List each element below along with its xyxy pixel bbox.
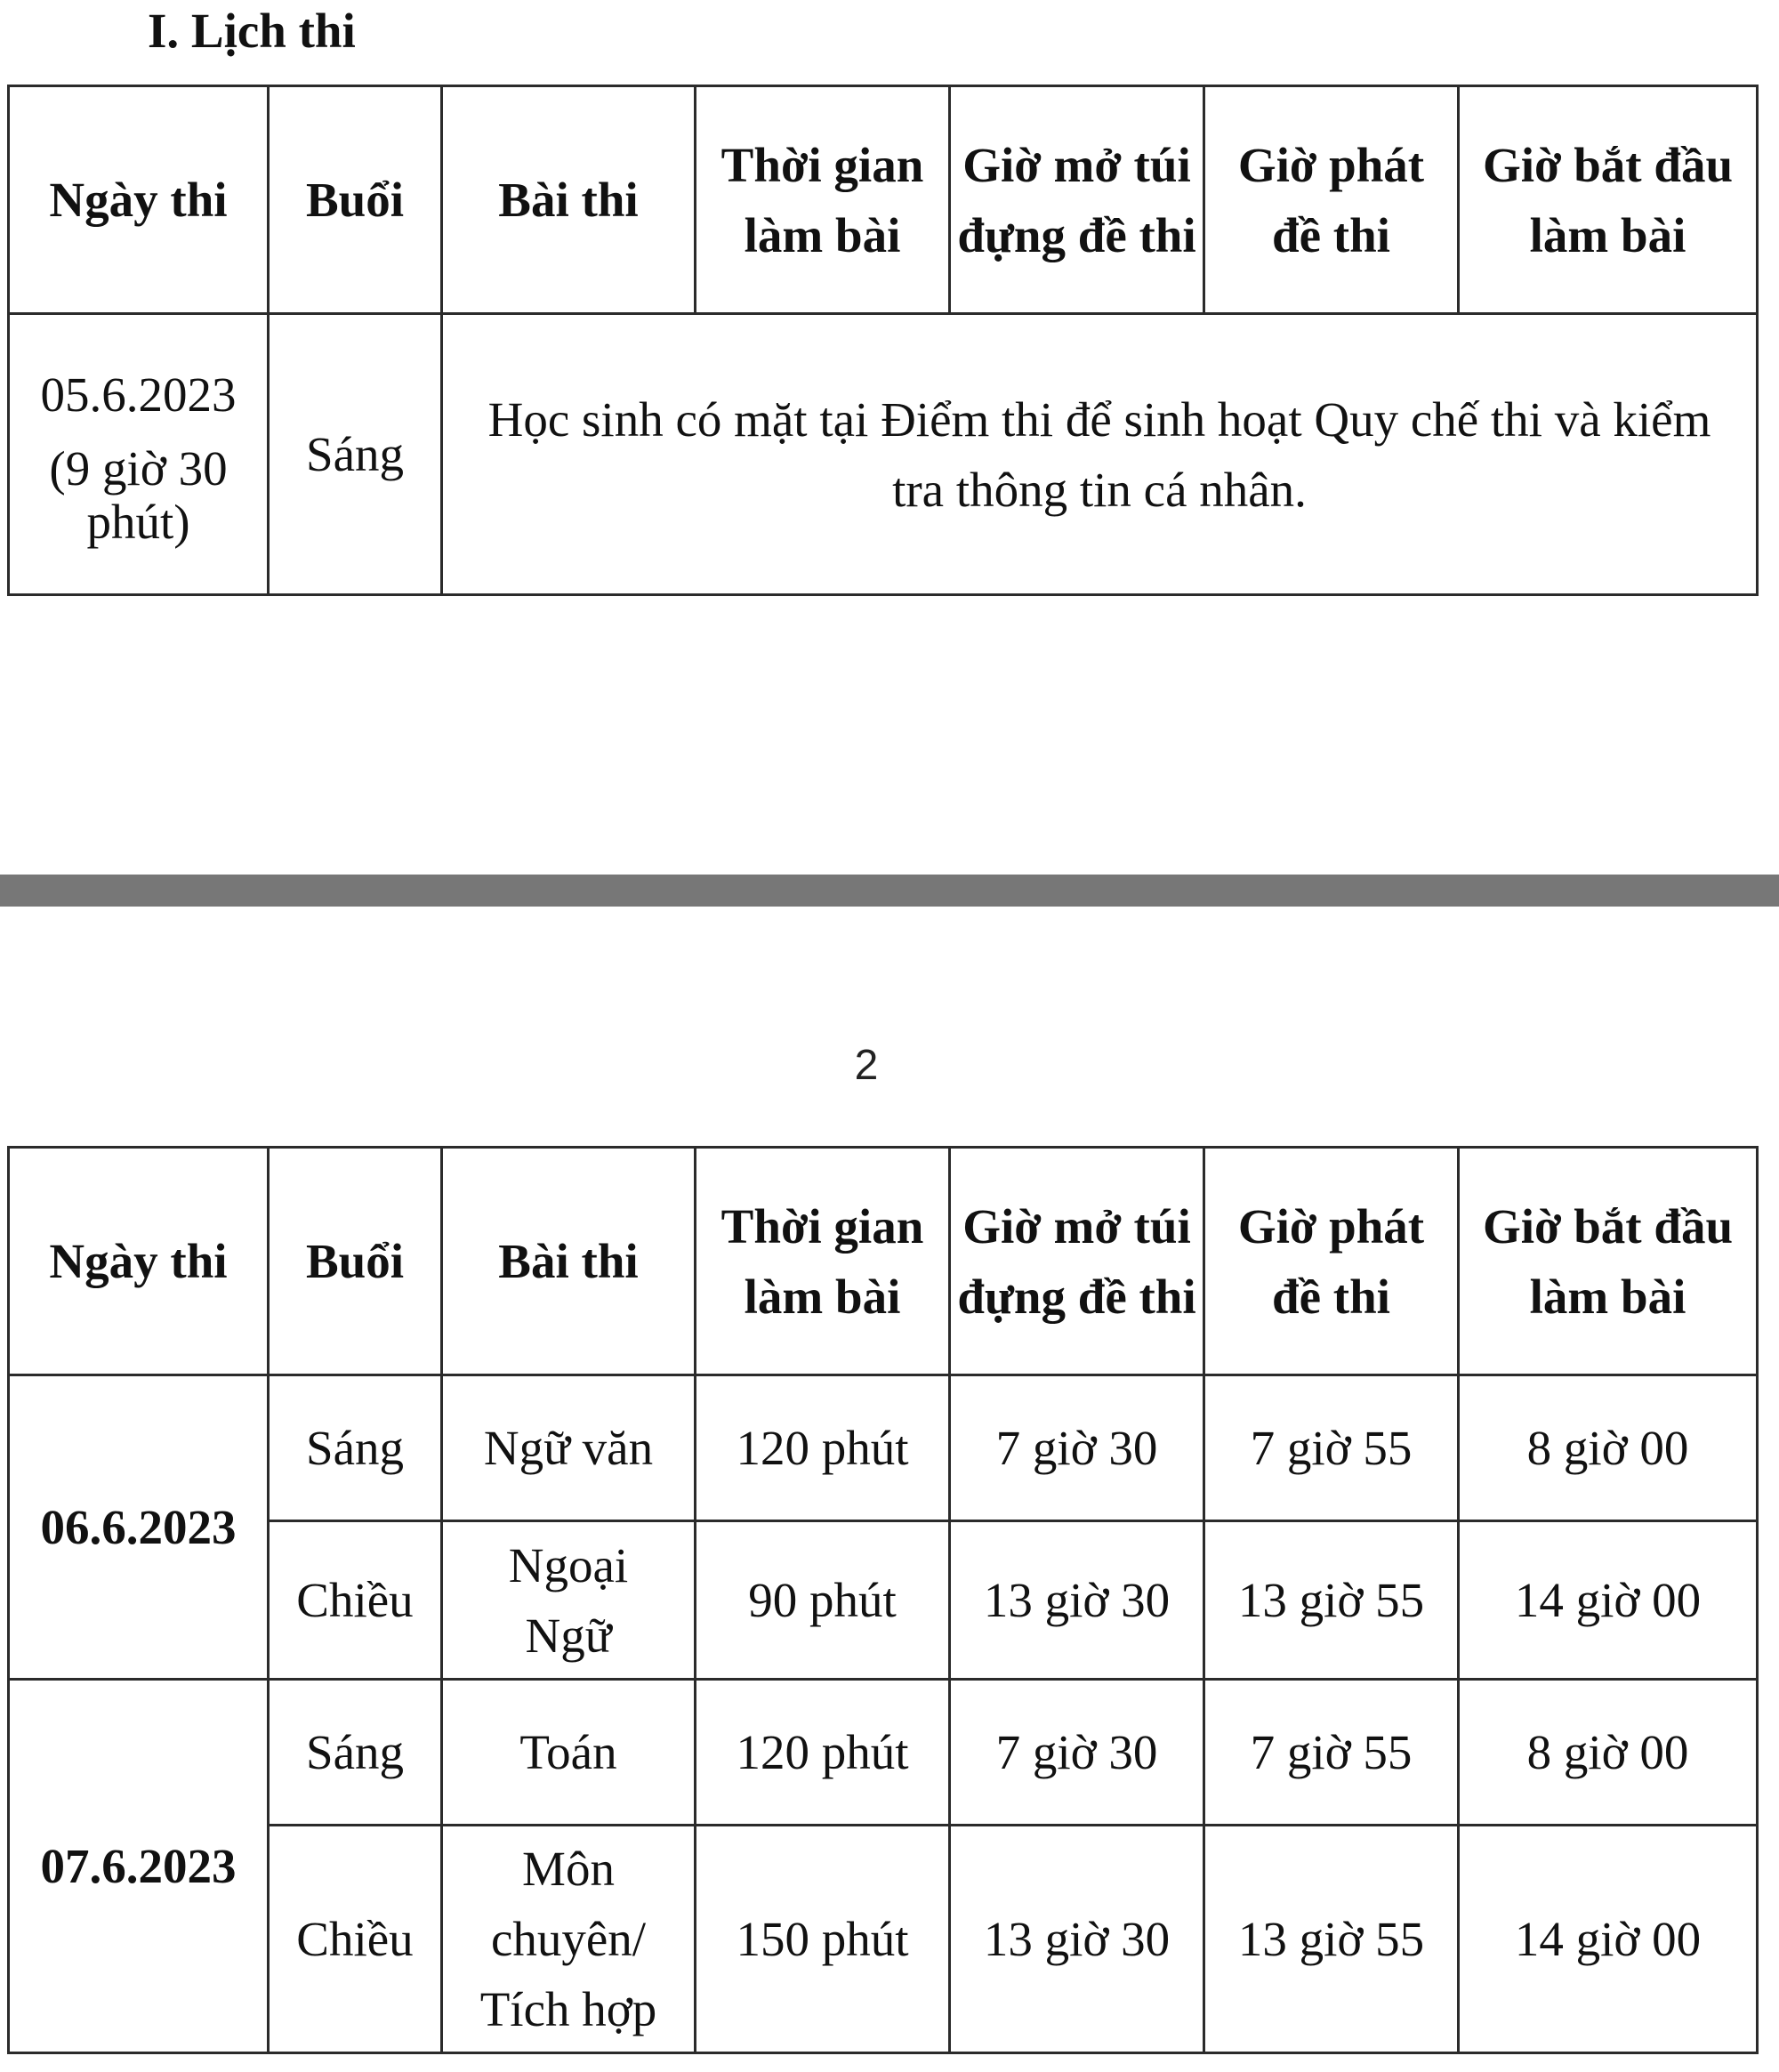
header-date: Ngày thi (9, 86, 269, 314)
open-bag-cell: 7 giờ 30 (950, 1680, 1204, 1826)
page-break (0, 875, 1779, 907)
duration-cell: 90 phút (696, 1521, 950, 1680)
subject-cell: Ngoại Ngữ (442, 1521, 696, 1680)
session-cell: Chiều (269, 1826, 442, 2053)
header-subject: Bài thi (442, 86, 696, 314)
start-cell: 8 giờ 00 (1459, 1375, 1758, 1521)
distribute-cell: 13 giờ 55 (1204, 1521, 1459, 1680)
start-cell: 8 giờ 00 (1459, 1680, 1758, 1826)
duration-cell: 150 phút (696, 1826, 950, 2053)
subject-cell: Môn chuyên/ Tích hợp (442, 1826, 696, 2053)
start-cell: 14 giờ 00 (1459, 1521, 1758, 1680)
duration-cell: 120 phút (696, 1375, 950, 1521)
distribute-cell: 7 giờ 55 (1204, 1680, 1459, 1826)
table-row (9, 1375, 1758, 1521)
session-cell: Sáng (269, 1680, 442, 1826)
session-cell: Chiều (269, 1521, 442, 1680)
header-start: Giờ bắt đầu làm bài (1459, 86, 1758, 314)
open-bag-cell: 13 giờ 30 (950, 1521, 1204, 1680)
header-subject: Bài thi (442, 1148, 696, 1375)
table-row (9, 1680, 1758, 1826)
start-cell: 14 giờ 00 (1459, 1826, 1758, 2053)
intro-note: Học sinh có mặt tại Điểm thi để sinh hoạt Quy chế thi và kiểm tra thông tin cá nhân. (442, 314, 1758, 595)
open-bag-cell: 13 giờ 30 (950, 1826, 1204, 2053)
header-date: Ngày thi (9, 1148, 269, 1375)
header-row (9, 86, 1758, 314)
intro-row (9, 314, 1758, 595)
exam-date: 07.6.2023 (9, 1680, 269, 2053)
subject-cell: Toán (442, 1680, 696, 1826)
intro-date: 05.6.2023 (40, 367, 237, 422)
header-open-bag: Giờ mở túi đựng đề thi (950, 1148, 1204, 1375)
header-row (9, 1148, 1758, 1375)
distribute-cell: 13 giờ 55 (1204, 1826, 1459, 2053)
open-bag-cell: 7 giờ 30 (950, 1375, 1204, 1521)
schedule-table-page-1 (7, 85, 1759, 596)
exam-date: 06.6.2023 (9, 1375, 269, 1680)
header-session: Buổi (269, 86, 442, 314)
header-open-bag: Giờ mở túi đựng đề thi (950, 86, 1204, 314)
intro-session: Sáng (269, 314, 442, 595)
intro-date-cell (9, 314, 269, 595)
header-duration: Thời gian làm bài (696, 86, 950, 314)
session-cell: Sáng (269, 1375, 442, 1521)
subject-cell: Ngữ văn (442, 1375, 696, 1521)
schedule-table-page-2 (7, 1146, 1759, 2054)
distribute-cell: 7 giờ 55 (1204, 1375, 1459, 1521)
header-distribute: Giờ phát đề thi (1204, 86, 1459, 314)
table-row (9, 1826, 1758, 2053)
header-start: Giờ bắt đầu làm bài (1459, 1148, 1758, 1375)
header-session: Buổi (269, 1148, 442, 1375)
section-title: I. Lịch thi (148, 4, 356, 58)
table-row (9, 1521, 1758, 1680)
header-distribute: Giờ phát đề thi (1204, 1148, 1459, 1375)
intro-time: (9 giờ 30 phút) (49, 441, 228, 549)
header-duration: Thời gian làm bài (696, 1148, 950, 1375)
page-number: 2 (854, 1042, 879, 1089)
duration-cell: 120 phút (696, 1680, 950, 1826)
